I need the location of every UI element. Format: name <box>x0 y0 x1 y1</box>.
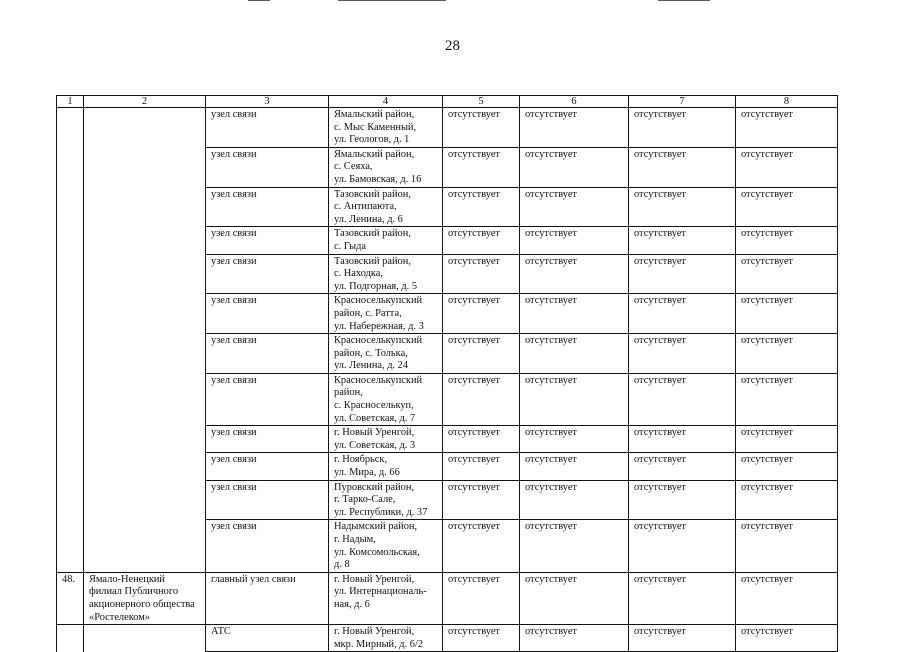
address-line: район, <box>334 387 363 399</box>
status-value: отсутствует <box>741 295 793 307</box>
status-cell <box>443 480 520 520</box>
object-type: узел связи <box>211 188 257 200</box>
table-row <box>57 227 838 254</box>
status-value: отсутствует <box>741 335 793 347</box>
column-header: 3 <box>206 96 329 108</box>
status-value: отсутствует <box>448 374 500 386</box>
address-line: г. Надым, <box>334 534 376 545</box>
status-value: отсутствует <box>448 255 500 267</box>
status-cell <box>520 480 629 520</box>
status-value: отсутствует <box>448 427 500 439</box>
status-value: отсутствует <box>634 481 686 493</box>
status-value: отсутствует <box>741 573 793 585</box>
status-value: отсутствует <box>448 188 500 200</box>
address-line: г. Новый Уренгой, <box>334 626 415 638</box>
status-cell <box>520 227 629 254</box>
status-value: отсутствует <box>525 427 577 439</box>
table-row <box>57 453 838 480</box>
address-cell <box>329 572 443 624</box>
column-number-row <box>57 96 838 108</box>
page-number: 28 <box>445 38 460 54</box>
status-cell <box>520 108 629 148</box>
object-type: АТС <box>211 626 231 638</box>
status-value: отсутствует <box>741 109 793 120</box>
address-line: г. Новый Уренгой, <box>334 573 415 585</box>
address-line: г. Тарко-Сале, <box>334 494 396 506</box>
row-number-cell <box>57 373 84 425</box>
object-type-cell <box>206 520 329 572</box>
status-value: отсутствует <box>634 335 686 347</box>
object-type: узел связи <box>211 481 257 493</box>
status-value: отсутствует <box>741 148 793 160</box>
column-header: 7 <box>629 96 736 108</box>
status-cell <box>629 334 736 374</box>
object-type-cell <box>206 294 329 334</box>
address-line: Ямальский район, <box>334 148 415 160</box>
object-type: узел связи <box>211 454 257 466</box>
status-cell <box>736 625 838 652</box>
organization-cell <box>84 254 206 294</box>
address-line: ул. Геологов, д. 1 <box>334 134 410 146</box>
status-value: отсутствует <box>525 255 577 267</box>
row-number-cell <box>57 254 84 294</box>
status-value: отсутствует <box>525 109 577 120</box>
organization-cell <box>84 187 206 227</box>
object-type-cell <box>206 426 329 453</box>
row-number-cell <box>57 108 84 148</box>
address-line: Тазовский район, <box>334 188 411 200</box>
status-cell <box>629 480 736 520</box>
table-row <box>57 147 838 187</box>
column-header: 8 <box>736 96 838 108</box>
status-value: отсутствует <box>634 374 686 386</box>
address-line: ул. Ленина, д. 6 <box>334 213 403 225</box>
status-value: отсутствует <box>525 626 577 638</box>
status-value: отсутствует <box>525 148 577 160</box>
scan-edge-line <box>338 0 446 1</box>
organization-name-line: Ямало-Ненецкий <box>89 573 165 585</box>
address-cell <box>329 108 443 148</box>
object-type: узел связи <box>211 255 257 267</box>
status-cell <box>629 453 736 480</box>
organization-cell <box>84 147 206 187</box>
status-value: отсутствует <box>448 228 500 240</box>
object-type-cell <box>206 572 329 624</box>
status-value: отсутствует <box>741 521 793 533</box>
status-cell <box>443 520 520 572</box>
status-value: отсутствует <box>634 626 686 638</box>
address-cell <box>329 334 443 374</box>
organization-cell <box>84 373 206 425</box>
table-row <box>57 480 838 520</box>
row-number-cell <box>57 227 84 254</box>
status-value: отсутствует <box>741 188 793 200</box>
column-header: 6 <box>520 96 629 108</box>
table-row <box>57 426 838 453</box>
object-type-cell <box>206 254 329 294</box>
status-value: отсутствует <box>448 454 500 466</box>
status-cell <box>443 254 520 294</box>
status-value: отсутствует <box>525 573 577 585</box>
table-row <box>57 294 838 334</box>
address-line: ул. Ленина, д. 24 <box>334 360 409 372</box>
organization-name-line: акционерного общества <box>89 598 195 610</box>
address-line: Тазовский район, <box>334 228 411 240</box>
object-type: узел связи <box>211 148 257 160</box>
address-line: ул. Бамовская, д. 16 <box>334 173 422 185</box>
status-value: отсутствует <box>634 109 686 120</box>
status-cell <box>629 254 736 294</box>
status-cell <box>736 453 838 480</box>
table-row <box>57 373 838 425</box>
address-line: ул. Интернациональ- <box>334 586 427 598</box>
status-cell <box>629 227 736 254</box>
address-line: Красноселькупский <box>334 335 423 347</box>
organization-cell <box>84 426 206 453</box>
row-number-cell <box>57 572 84 624</box>
row-number-cell <box>57 294 84 334</box>
status-cell <box>629 572 736 624</box>
status-cell <box>736 480 838 520</box>
table-row <box>57 254 838 294</box>
status-cell <box>520 520 629 572</box>
address-line: ул. Советская, д. 3 <box>334 439 416 451</box>
status-cell <box>736 187 838 227</box>
status-cell <box>520 625 629 652</box>
address-line: Ямальский район, <box>334 109 415 120</box>
row-number-cell <box>57 625 84 652</box>
status-cell <box>629 426 736 453</box>
status-value: отсутствует <box>448 521 500 533</box>
address-cell <box>329 373 443 425</box>
status-cell <box>736 108 838 148</box>
status-cell <box>629 625 736 652</box>
status-cell <box>443 453 520 480</box>
status-cell <box>443 147 520 187</box>
address-line: с. Красноселькуп, <box>334 400 414 412</box>
address-line: Красноселькупский <box>334 295 423 307</box>
organization-cell <box>84 227 206 254</box>
row-number-cell <box>57 187 84 227</box>
address-cell <box>329 254 443 294</box>
address-line: район, с. Ратта, <box>334 307 402 319</box>
status-value: отсутствует <box>741 427 793 439</box>
address-line: ная, д. 6 <box>334 598 370 610</box>
object-type: узел связи <box>211 228 257 240</box>
address-line: д. 8 <box>334 559 350 571</box>
status-cell <box>629 520 736 572</box>
row-number-cell <box>57 453 84 480</box>
status-value: отсутствует <box>634 454 686 466</box>
address-cell <box>329 187 443 227</box>
status-cell <box>443 572 520 624</box>
status-cell <box>736 254 838 294</box>
status-value: отсутствует <box>634 573 686 585</box>
object-type-cell <box>206 480 329 520</box>
status-value: отсутствует <box>525 295 577 307</box>
address-cell <box>329 520 443 572</box>
status-value: отсутствует <box>525 454 577 466</box>
status-cell <box>736 334 838 374</box>
status-cell <box>443 625 520 652</box>
address-cell <box>329 294 443 334</box>
row-number: 48. <box>62 573 75 585</box>
status-cell <box>520 373 629 425</box>
address-line: район, с. Толька, <box>334 347 408 359</box>
status-cell <box>443 426 520 453</box>
address-line: с. Сеяха, <box>334 161 373 173</box>
address-line: ул. Комсомольская, <box>334 546 420 558</box>
address-cell <box>329 453 443 480</box>
status-value: отсутствует <box>634 521 686 533</box>
address-line: г. Новый Уренгой, <box>334 427 415 439</box>
status-cell <box>736 147 838 187</box>
status-cell <box>443 187 520 227</box>
object-type: узел связи <box>211 521 257 533</box>
address-line: Красноселькупский <box>334 374 423 386</box>
address-line: Надымский район, <box>334 521 418 533</box>
object-type-cell <box>206 187 329 227</box>
status-value: отсутствует <box>525 335 577 347</box>
status-value: отсутствует <box>634 228 686 240</box>
status-cell <box>629 373 736 425</box>
status-value: отсутствует <box>448 626 500 638</box>
address-line: ул. Республики, д. 37 <box>334 506 428 518</box>
status-value: отсутствует <box>741 228 793 240</box>
address-cell <box>329 227 443 254</box>
object-type-cell <box>206 108 329 148</box>
status-cell <box>629 294 736 334</box>
organization-cell <box>84 572 206 624</box>
table-row <box>57 108 838 148</box>
status-value: отсутствует <box>448 109 500 120</box>
address-cell <box>329 426 443 453</box>
status-value: отсутствует <box>741 454 793 466</box>
address-line: с. Мыс Каменный, <box>334 121 417 133</box>
object-type: главный узел связи <box>211 573 296 585</box>
status-cell <box>736 520 838 572</box>
organization-cell <box>84 480 206 520</box>
status-value: отсутствует <box>525 521 577 533</box>
status-cell <box>520 426 629 453</box>
object-type-cell <box>206 373 329 425</box>
organization-cell <box>84 334 206 374</box>
status-cell <box>736 572 838 624</box>
status-value: отсутствует <box>525 228 577 240</box>
row-number-cell <box>57 426 84 453</box>
object-type-cell <box>206 453 329 480</box>
status-cell <box>520 147 629 187</box>
status-cell <box>520 294 629 334</box>
status-value: отсутствует <box>741 374 793 386</box>
status-cell <box>736 373 838 425</box>
table-row <box>57 334 838 374</box>
status-cell <box>520 453 629 480</box>
row-number-cell <box>57 147 84 187</box>
status-cell <box>520 572 629 624</box>
status-value: отсутствует <box>525 481 577 493</box>
column-header: 4 <box>329 96 443 108</box>
address-line: ул. Подгорная, д. 5 <box>334 280 418 292</box>
object-type: узел связи <box>211 295 257 307</box>
object-type: узел связи <box>211 374 257 386</box>
address-line: с. Находка, <box>334 268 384 280</box>
organization-name-line: филиал Публичного <box>89 586 179 598</box>
status-cell <box>520 254 629 294</box>
status-cell <box>520 334 629 374</box>
table-row <box>57 625 838 652</box>
status-cell <box>736 227 838 254</box>
object-type: узел связи <box>211 427 257 439</box>
status-value: отсутствует <box>525 374 577 386</box>
status-value: отсутствует <box>634 255 686 267</box>
status-value: отсутствует <box>741 255 793 267</box>
column-header: 2 <box>84 96 206 108</box>
status-value: отсутствует <box>634 427 686 439</box>
status-value: отсутствует <box>634 148 686 160</box>
column-header: 5 <box>443 96 520 108</box>
table-row <box>57 520 838 572</box>
organization-cell <box>84 520 206 572</box>
status-cell <box>736 294 838 334</box>
address-line: г. Ноябрьск, <box>334 454 388 466</box>
object-type-cell <box>206 227 329 254</box>
status-cell <box>736 426 838 453</box>
status-cell <box>443 227 520 254</box>
organization-cell <box>84 453 206 480</box>
address-line: мкр. Мирный, д. 6/2 <box>334 638 424 650</box>
object-type: узел связи <box>211 335 257 347</box>
status-value: отсутствует <box>448 573 500 585</box>
address-line: с. Антипаюта, <box>334 201 397 213</box>
status-value: отсутствует <box>525 188 577 200</box>
table-body <box>57 108 838 652</box>
scan-edge-line <box>658 0 710 1</box>
organization-cell <box>84 294 206 334</box>
status-value: отсутствует <box>741 481 793 493</box>
table-row <box>57 187 838 227</box>
address-line: Пуровский район, <box>334 481 415 493</box>
status-value: отсутствует <box>448 295 500 307</box>
row-number-cell <box>57 480 84 520</box>
status-value: отсутствует <box>448 335 500 347</box>
status-value: отсутствует <box>741 626 793 638</box>
address-line: ул. Советская, д. 7 <box>334 412 416 424</box>
object-type-cell <box>206 625 329 652</box>
organization-cell <box>84 108 206 148</box>
table-row <box>57 572 838 624</box>
status-cell <box>443 108 520 148</box>
address-cell <box>329 625 443 652</box>
column-header: 1 <box>57 96 84 108</box>
object-type-cell <box>206 334 329 374</box>
document-table <box>56 95 838 652</box>
status-cell <box>443 334 520 374</box>
scan-edge-line <box>248 0 270 1</box>
address-cell <box>329 147 443 187</box>
status-value: отсутствует <box>448 481 500 493</box>
status-value: отсутствует <box>634 295 686 307</box>
status-value: отсутствует <box>634 188 686 200</box>
organization-cell <box>84 625 206 652</box>
status-cell <box>629 147 736 187</box>
status-cell <box>443 294 520 334</box>
address-line: ул. Мира, д. 66 <box>334 467 400 479</box>
status-value: отсутствует <box>448 148 500 160</box>
status-cell <box>443 373 520 425</box>
object-type-cell <box>206 147 329 187</box>
row-number-cell <box>57 334 84 374</box>
row-number-cell <box>57 520 84 572</box>
status-cell <box>629 187 736 227</box>
object-type: узел связи <box>211 109 257 120</box>
address-line: ул. Набережная, д. 3 <box>334 320 424 332</box>
address-line: Тазовский район, <box>334 255 411 267</box>
organization-name-line: «Ростелеком» <box>89 611 151 623</box>
status-cell <box>520 187 629 227</box>
address-line: с. Гыда <box>334 240 367 252</box>
status-cell <box>629 108 736 148</box>
address-cell <box>329 480 443 520</box>
